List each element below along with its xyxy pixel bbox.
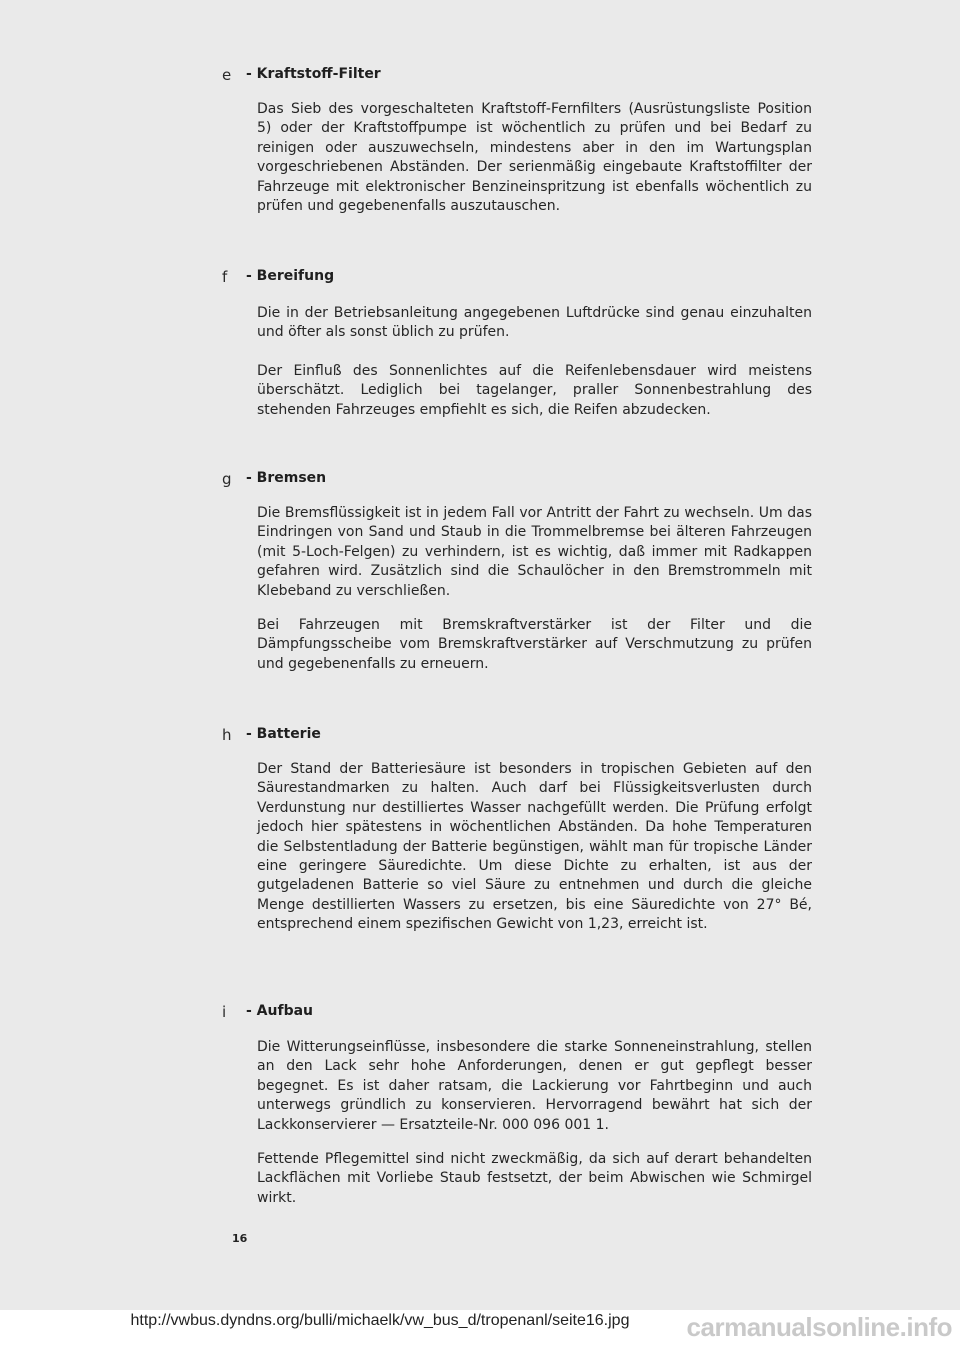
paragraph: Die Witterungseinflüsse, insbesondere die starke Sonneneinstrahlung, stellen an den Lack sehr hohe Anforderungen, denen er gut gepflegt besser begegnet. Es ist daher ratsam, die Lackierung vor Fahrtbeginn und auch unterwegs gründlich zu konservieren. Hervorragend bewährt hat sich der Lackkonservierer — Ersatzteile-Nr. 000 096 001 1.: [257, 1039, 812, 1133]
page-number: 16: [232, 1232, 248, 1245]
section-letter: e: [222, 66, 232, 84]
source-url[interactable]: http://vwbus.dyndns.org/bulli/michaelk/vw_bus_d/tropenanl/seite16.jpg: [130, 1312, 630, 1329]
paragraph: Fettende Pflegemittel sind nicht zweckmäßig, da sich auf derart behandelten Lackflächen mit Vorliebe Staub festsetzt, der beim Abwischen wie Schmirgel wirkt.: [257, 1151, 812, 1206]
paragraph: Bei Fahrzeugen mit Bremskraftverstärker ist der Filter und die Dämpfungsscheibe vom Bremskraftverstärker auf Verschmutzung zu prüfen und gegebenenfalls zu erneuern.: [257, 617, 812, 672]
section-letter: g: [222, 470, 232, 488]
section-letter: f: [222, 268, 228, 286]
section-heading: - Kraftstoff-Filter: [246, 66, 381, 82]
section-heading: - Bereifung: [246, 268, 335, 284]
watermark-logo: carmanualsonline.info: [686, 1312, 952, 1342]
section-heading: - Batterie: [246, 726, 321, 742]
paragraph: Die Bremsflüssigkeit ist in jedem Fall vor Antritt der Fahrt zu wechseln. Um das Eindringen von Sand und Staub in die Trommelbremse bei älteren Fahrzeugen (mit 5-Loch-Felgen) zu verhindern, ist es wichtig, daß immer mit Radkappen gefahren wird. Zusätzlich sind die Schaulöcher in den Bremstrommeln mit Klebeband zu verschließen.: [257, 505, 812, 599]
section-heading: - Bremsen: [246, 470, 327, 486]
section-letter: i: [222, 1003, 227, 1021]
paragraph: Der Stand der Batteriesäure ist besonders in tropischen Gebieten auf den Säurestandmarken zu halten. Auch darf bei Flüssigkeitsverlusten durch Verdunstung nur destilliertes Wasser nachgefüllt werden. Die Prüfung erfolgt jedoch hier spätestens in wöchentlichen Abständen. Da hohe Temperaturen die Selbstentladung der Batterie begünstigen, wählt man für tropische Länder eine geringere Säuredichte. Um diese Dichte zu erhalten, ist aus der gutgeladenen Batterie so viel Säure zu entnehmen und durch die gleiche Menge destillierten Wassers zu ersetzen, bis eine Säuredichte von 27° Bé, entsprechend einem spezifischen Gewicht von 1,23, erreicht ist.: [257, 761, 812, 933]
section-letter: h: [222, 726, 232, 744]
paragraph: Die in der Betriebsanleitung angegebenen Luftdrücke sind genau einzuhalten und öfter als sonst üblich zu prüfen.: [257, 305, 812, 341]
paragraph: Das Sieb des vorgeschalteten Kraftstoff-Fernfilters (Ausrüstungsliste Position 5) oder der Kraftstoffpumpe ist wöchentlich zu prüfen und bei Bedarf zu reinigen oder auszuwechseln, mindestens aber in den im Wartungsplan vorgeschriebenen Abständen. Der serienmäßig eingebaute Kraftstoffilter der Fahrzeuge mit elektronischer Benzineinspritzung ist ebenfalls wöchentlich zu prüfen und gegebenenfalls auszutauschen.: [257, 101, 812, 215]
paragraph: Der Einfluß des Sonnenlichtes auf die Reifenlebensdauer wird meistens überschätzt. Lediglich bei tagelanger, praller Sonnenbestrahlung des stehenden Fahrzeuges empfiehlt es sich, die Reifen abzudecken.: [257, 363, 812, 418]
section-heading: - Aufbau: [246, 1003, 314, 1019]
